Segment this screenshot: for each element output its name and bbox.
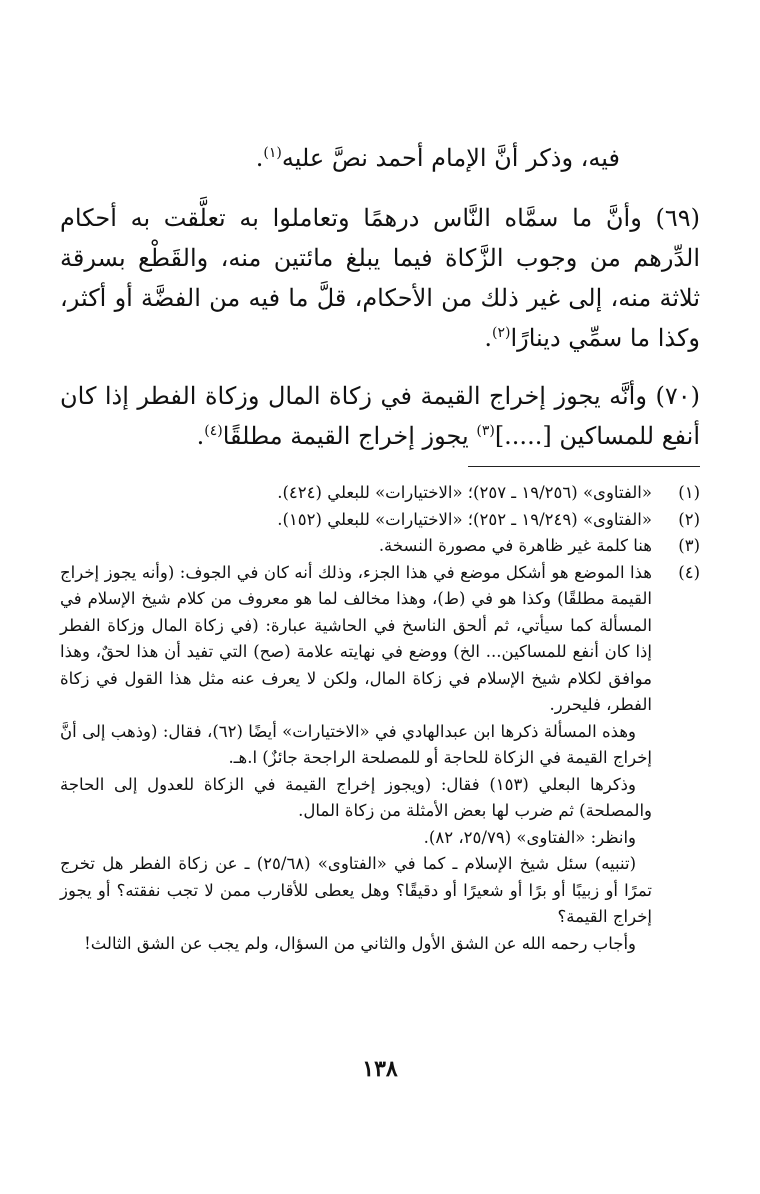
footnote-body [60,480,652,507]
footnote-4 [60,560,700,958]
footnote-text: «الفتاوى» (١٩/٢٥٦ ـ ٢٥٧)؛ «الاختيارات» للبعلي (٤٢٤). [277,483,652,502]
paragraph-end: . [484,324,493,352]
paragraph-text-a: وأنَّه يجوز إخراج القيمة في زكاة المال وزكاة الفطر إذا كان أنفع للمساكين [.....] [60,382,700,450]
footnote-number: (٣) [678,536,700,555]
footnote-body [60,560,652,958]
footnote-ref-2: (٢) [492,325,511,341]
footnote-text: هنا كلمة غير ظاهرة في مصورة النسخة. [378,536,652,555]
footnote-body [60,507,652,534]
paragraph-70 [60,376,700,456]
footnote-text: وأجاب رحمه الله عن الشق الأول والثاني من السؤال، ولم يجب عن الشق الثالث! [84,933,636,953]
footnote-number: (٢) [678,509,700,529]
footnote-body [60,533,652,560]
footnotes [60,480,700,957]
paragraph-69 [60,198,700,358]
paragraph-text: وأنَّ ما سمَّاه النَّاس درهمًا وتعاملوا به تعلَّقت به أحكام الدِّرهم من وجوب الزَّكاة فيما يبلغ مائتين منه، والقَطْع بسرقة ثلاثة منه، إلى غير ذلك من الأحكام، قلَّ ما فيه من الفضَّة أو أكثر، وكذا ما سمِّي دينارًا [60,204,700,352]
footnote-text: وذكرها البعلي (١٥٣) فقال: (ويجوز إخراج القيمة في الزكاة للعدول إلى الحاجة والمصلحة) ثم ضرب لها بعض الأمثلة من زكاة المال. [60,774,652,820]
paragraph-number: (٦٩) [655,204,700,232]
footnote-1 [60,480,700,507]
footnote-divider [468,466,700,467]
continuation-end: . [255,144,264,172]
paragraph-text-b: يجوز إخراج القيمة مطلقًا [222,422,477,450]
footnote-2 [60,507,700,534]
footnote-ref-4: (٤) [204,423,223,439]
paragraph-end: . [196,422,205,450]
footnote-number: (١) [678,483,700,502]
footnote-ref-1: (١) [263,145,282,161]
footnote-ref-3: (٣) [476,423,495,439]
page-number: ١٣٨ [362,1056,398,1082]
footnote-3 [60,533,700,560]
footnote-text: «الفتاوى» (١٩/٢٤٩ ـ ٢٥٢)؛ «الاختيارات» للبعلي (١٥٢). [277,509,652,529]
footnote-text: وانظر: «الفتاوى» (٢٥/٧٩، ٨٢). [423,827,636,847]
continuation-text: فيه، وذكر أنَّ الإمام أحمد نصَّ عليه [281,144,620,172]
paragraph-number: (٧٠) [655,382,700,410]
footnote-number: (٤) [678,562,700,582]
footnote-text: هذا الموضع هو أشكل موضع في هذا الجزء، وذلك أنه كان في الجوف: (وأنه يجوز إخراج القيمة مطلقًا) وكذا هو في (ط)، وهذا مخالف لما هو معروف من كلام شيخ الإسلام في المسألة كما سيأتي، ثم ألحق الناسخ في الحاشية عبارة: (في زكاة المال وزكاة الفطر إذا كان أنفع للمساكين... الخ) ووضع في نهايته علامة (صح) التي تفيد أن هذا لحقٌ، وهذا موافق لكلام شيخ الإسلام في زكاة المال، ولكن لا يعرف عنه مثل هذا القول في زكاة الفطر، فليحرر. [60,562,652,714]
main-text-continuation [0,138,700,178]
footnote-text: (تنبيه) سئل شيخ الإسلام ـ كما في «الفتاوى» (٢٥/٦٨) ـ عن زكاة الفطر هل تخرج تمرًا أو زبيبًا أو برًا أو شعيرًا أو دقيقًا؟ وهل يعطى للأقارب ممن لا تجب نفقته؟ أو يجوز إخراج القيمة؟ [60,854,652,926]
footnote-text: وهذه المسألة ذكرها ابن عبدالهادي في «الاختيارات» أيضًا (٦٢)، فقال: (وذهب إلى أنَّ إخراج القيمة في الزكاة للحاجة أو للمصلحة الراجحة جائزٌ) ا.هـ. [60,721,652,767]
